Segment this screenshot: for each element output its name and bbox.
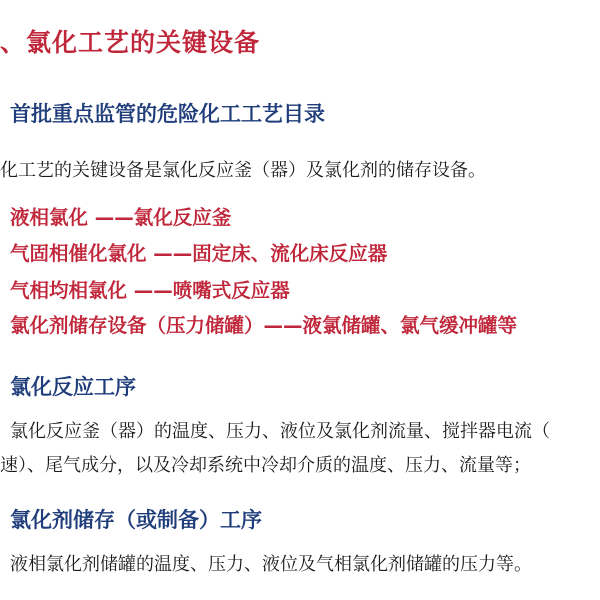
section-heading-catalog: 首批重点监管的危险化工工艺目录 bbox=[10, 102, 325, 126]
reaction-line-2: 速）、尾气成分，以及冷却系统中冷却介质的温度、压力、流量等； bbox=[0, 455, 531, 476]
storage-line-1: 液相氯化剂储罐的温度、压力、液位及气相氯化剂储罐的压力等。 bbox=[10, 554, 532, 575]
section-heading-storage: 氯化剂储存（或制备）工序 bbox=[10, 508, 262, 532]
equipment-item-liquid-phase: 液相氯化 ——氯化反应釜 bbox=[10, 206, 232, 229]
section-heading-reaction: 氯化反应工序 bbox=[10, 375, 136, 399]
equipment-item-gas-solid: 气固相催化氯化 ——固定床、流化床反应器 bbox=[10, 242, 388, 265]
intro-text: 化工艺的关键设备是氯化反应釜（器）及氯化剂的储存设备。 bbox=[0, 160, 486, 181]
equipment-item-gas-homogeneous: 气相均相氯化 ——喷嘴式反应器 bbox=[10, 279, 290, 302]
page-title: 、氯化工艺的关键设备 bbox=[0, 28, 261, 57]
equipment-item-storage: 氯化剂储存设备（压力储罐）——液氯储罐、氯气缓冲罐等 bbox=[10, 314, 518, 337]
reaction-line-1: 氯化反应釜（器）的温度、压力、液位及氯化剂流量、搅拌器电流（ bbox=[10, 421, 550, 442]
